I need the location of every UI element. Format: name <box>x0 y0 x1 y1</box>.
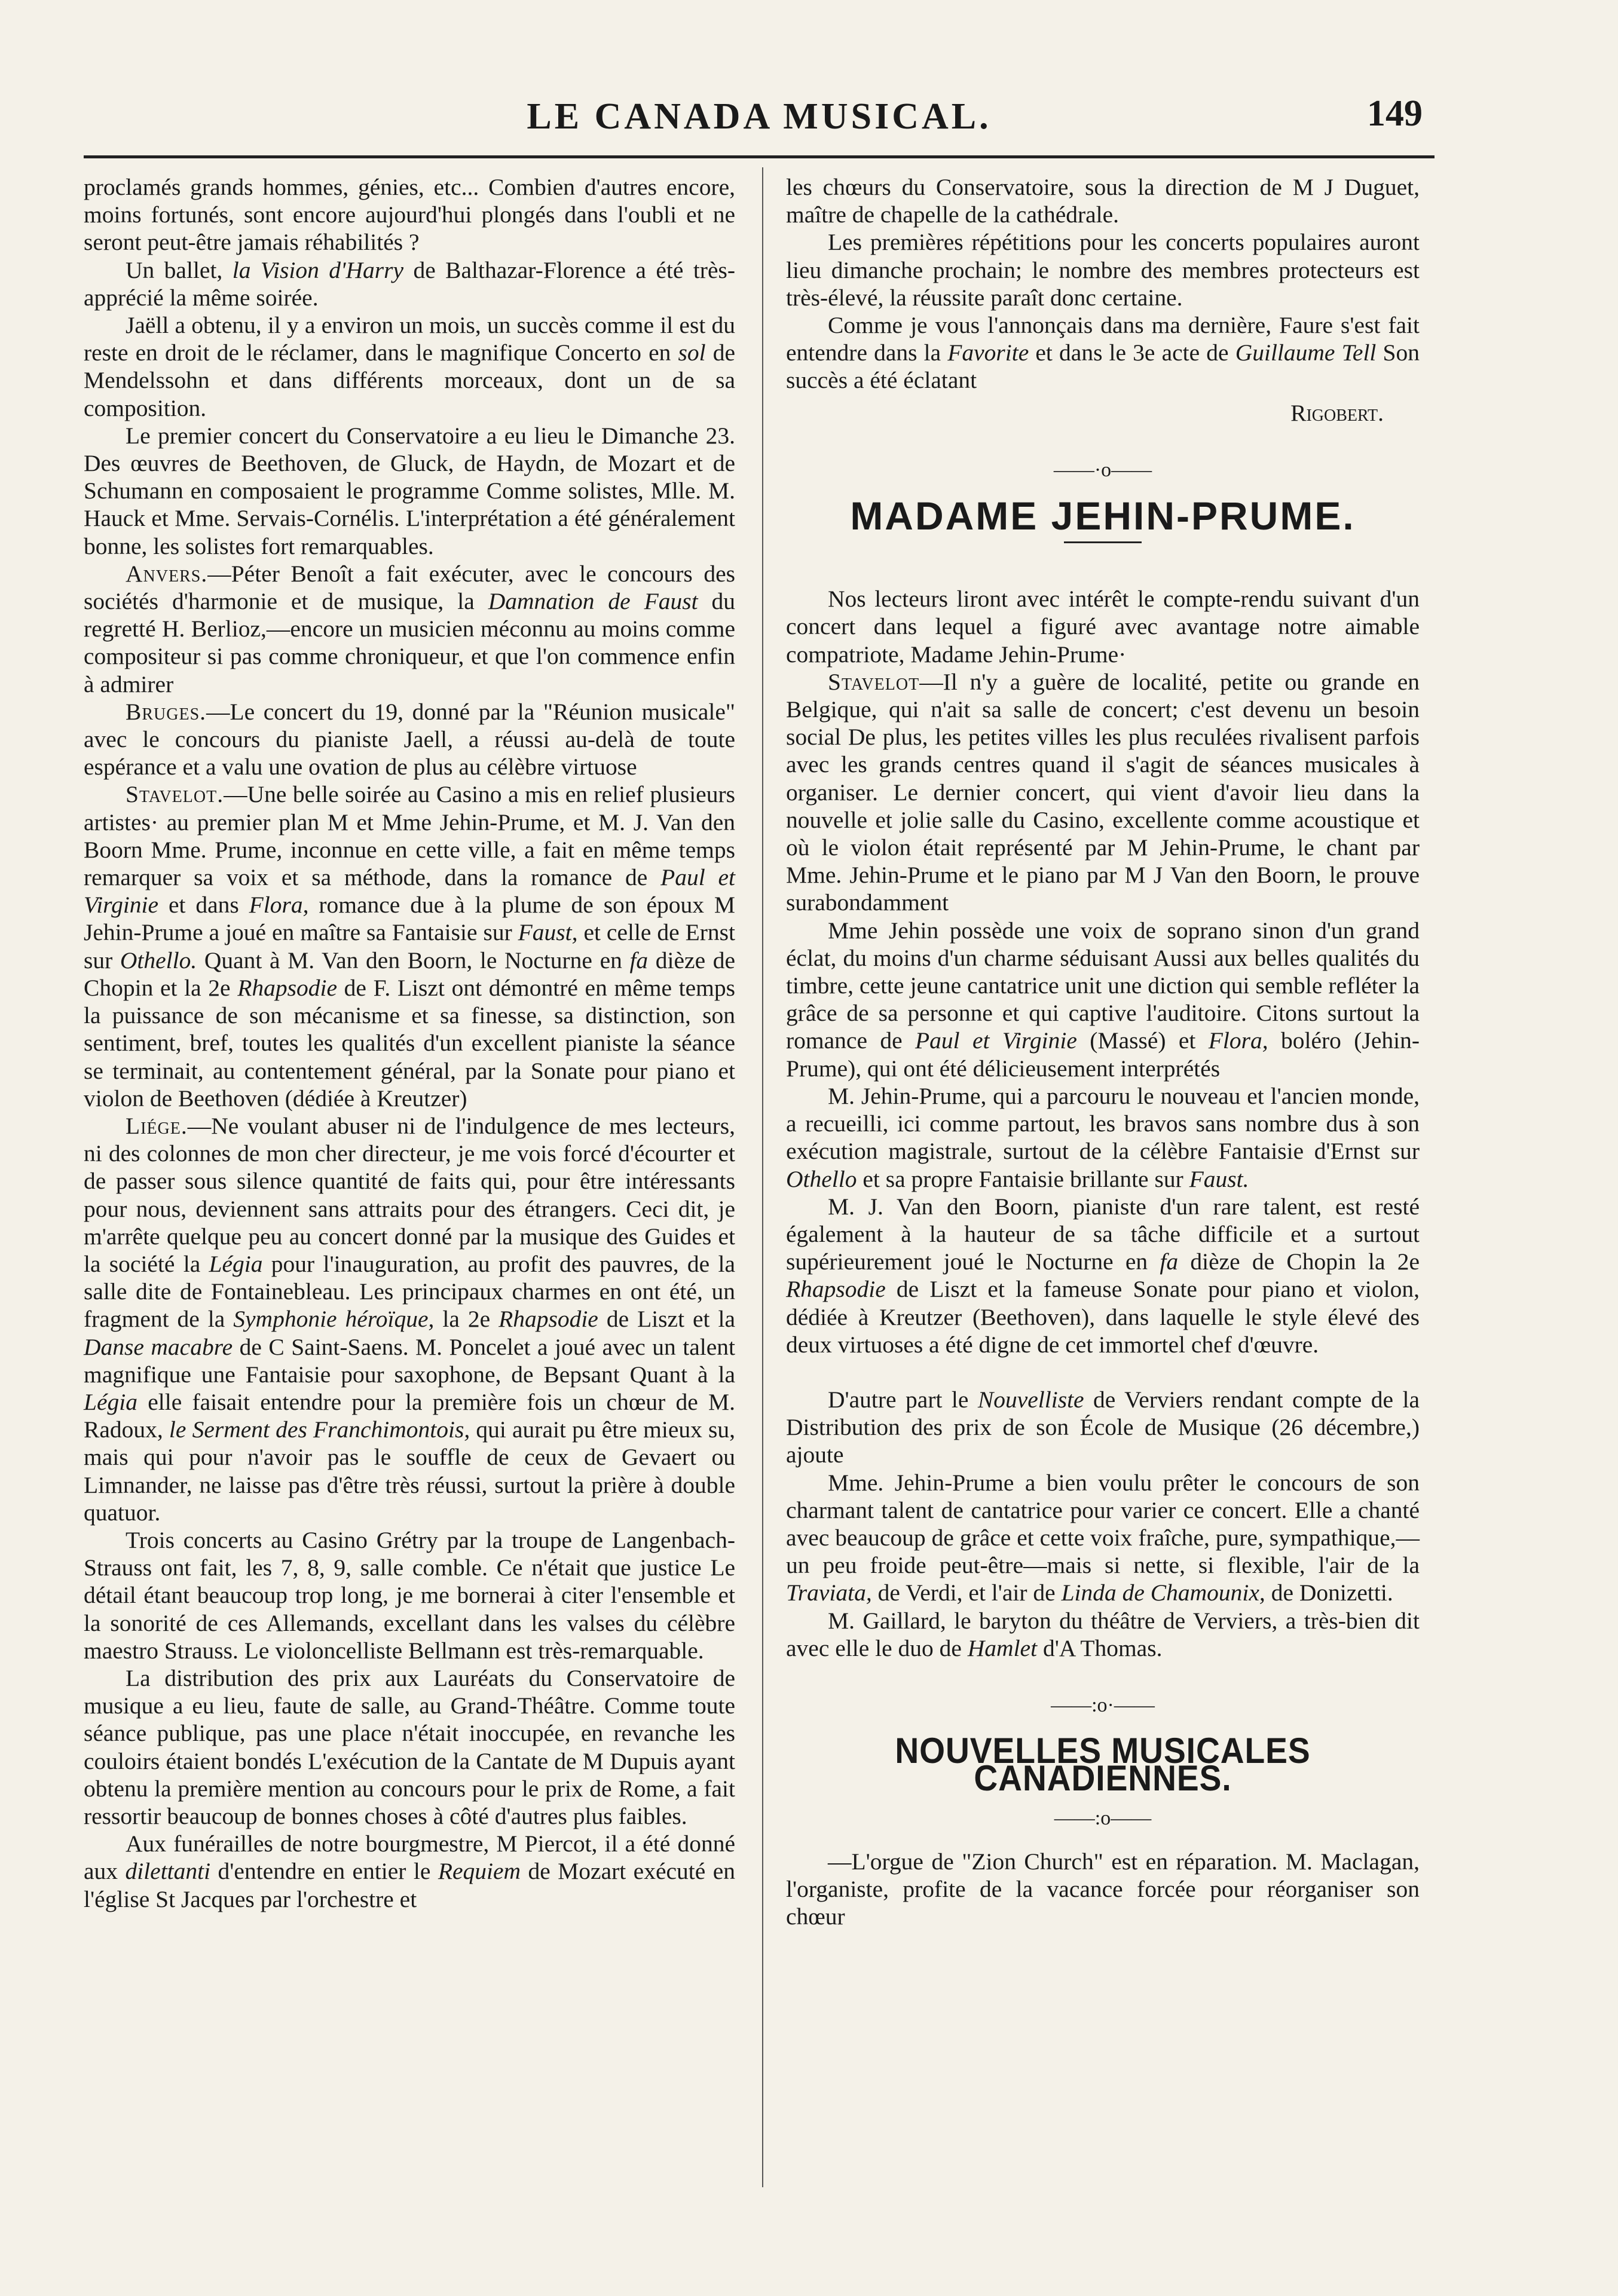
italic-text: dilettanti <box>125 1858 211 1885</box>
italic-text: Rhapsodie <box>237 974 338 1001</box>
text-run: de Liszt et la <box>598 1306 735 1333</box>
paragraph <box>84 1830 735 1913</box>
paragraph <box>786 311 1420 394</box>
city-heading: Stavelot. <box>126 781 224 808</box>
italic-text: Linda de Chamounix, <box>1061 1579 1265 1606</box>
title-rule <box>1064 541 1142 543</box>
text-run: la 2e <box>434 1306 499 1333</box>
paragraph: les chœurs du Conservatoire, sous la direction de M J Duguet, maître de chapelle de la cathédrale. <box>786 174 1420 228</box>
italic-text: Flora, <box>249 892 309 919</box>
paragraph <box>786 1386 1420 1469</box>
text-run: romance due à la plume de son époux M Jehin-Prume a joué en maître sa Fantaisie sur <box>84 892 735 946</box>
left-column <box>84 173 735 1913</box>
article-nouvelles <box>786 1848 1420 1931</box>
italic-text: Légia <box>84 1388 137 1415</box>
paragraph <box>84 1112 735 1526</box>
text-run: et dans le 3e acte de <box>1029 339 1235 366</box>
paragraph <box>84 780 735 1112</box>
text-run: —Ne voulant abuser ni de l'indulgence de mes lecteurs, ni des colonnes de mon cher directeur, je me vois forcé d'écourter et de passer sous silence quantité de faits qui, pour être intéressants pour nous, deviennent sans attraits pour des étrangers. Ceci dit, je m'arrête quelque peu au concert donné par la musique des Guides et la société la <box>84 1112 735 1277</box>
section-title-nouvelles: NOUVELLES MUSICALES CANADIENNES. <box>895 1731 1311 1799</box>
text-run: de Donizetti. <box>1265 1579 1393 1606</box>
text-run: (Massé) et <box>1076 1027 1209 1054</box>
italic-text: Damnation de Faust <box>488 588 698 615</box>
paragraph <box>786 1082 1420 1193</box>
text-run: de Verviers rendant compte de la Distribution des prix de son École de Musique (26 décembre,) ajoute <box>786 1386 1420 1468</box>
italic-text: Danse macabre <box>84 1333 233 1360</box>
paragraph <box>84 256 735 311</box>
text-run: et sa propre Fantaisie brillante sur <box>857 1165 1189 1192</box>
paragraph <box>786 1607 1420 1662</box>
paragraph: Les premières répétitions pour les concerts populaires auront lieu dimanche prochain; le nombre des membres protecteurs est très-élevé, la réussite paraît donc certaine. <box>786 229 1420 311</box>
page-header <box>84 84 1435 149</box>
italic-text: Nouvelliste <box>977 1386 1084 1413</box>
ornament-divider: ——·o—— <box>1053 458 1152 481</box>
right-column <box>786 173 1420 1930</box>
text-run: d'entendre en entier le <box>210 1858 438 1885</box>
italic-text: Paul et Virginie <box>915 1027 1077 1054</box>
italic-text: Traviata, <box>786 1579 872 1606</box>
text-run: —Il n'y a guère de localité, petite ou grande en Belgique, qui n'ait sa salle de concert; c'est devenu un besoin social De plus, les petites villes les plus reculées rivalisent parfois avec les grands centres quand il s'agit de séances musicales à organiser. Le dernier concert, qui vient d'avoir lieu dans la nouvelle et jolie salle du Casino, excellente comme acoustique et où le violon était représenté par M Jehin-Prume, le chant par Mme. Jehin-Prume et le piano par M J Van den Boorn, le prouve surabondamment <box>786 668 1420 916</box>
text-run: de C Saint-Saens. M. Poncelet a joué avec un talent magnifique une Fantaisie pour saxophone, de Bepsant Quant à la <box>84 1333 735 1388</box>
text-run: M. Gaillard, le baryton du théâtre de Verviers, a très-bien dit avec elle le duo de <box>786 1607 1420 1661</box>
text-run: pour l'inauguration, au profit des pauvres, de la salle dite de Fontainebleau. Les principaux charmes en ont été, un fragment de la <box>84 1250 735 1333</box>
italic-text: Hamlet <box>967 1634 1038 1661</box>
italic-text: Flora, <box>1208 1027 1268 1054</box>
text-run: Son succès a été éclatant <box>786 339 1420 394</box>
paragraph <box>786 917 1420 1082</box>
paragraph <box>786 1193 1420 1358</box>
page-number: 149 <box>1367 93 1423 134</box>
text-run: qui aurait pu être mieux su, mais qui pour n'avoir pas le souffle de ceux de Gevaert ou Limnander, ne laisse pas d'être très réussi, surtout la prière à double quatuor. <box>84 1416 736 1526</box>
ornament-divider: ——:o—— <box>1054 1807 1152 1829</box>
article-jehin-prume <box>786 585 1420 1662</box>
paragraph <box>84 560 735 698</box>
text-run: —Le concert du 19, donné par la "Réunion musicale" avec le concours du pianiste Jaell, a réussi au-delà de toute espérance et a valu une ovation de plus au célèbre virtuose <box>84 698 735 780</box>
header-rule <box>84 155 1435 158</box>
city-heading: Liége. <box>126 1112 188 1139</box>
italic-text: fa <box>629 947 649 973</box>
text-run: dièze de Chopin et la 2e <box>84 947 735 1001</box>
city-heading: Stavelot <box>828 668 920 695</box>
italic-text: Rhapsodie <box>786 1276 886 1303</box>
italic-text: Faust. <box>1189 1165 1249 1192</box>
text-run: D'autre part le <box>828 1386 978 1413</box>
right-column-intro <box>786 173 1420 394</box>
italic-text: Favorite <box>947 339 1029 366</box>
text-run: du regretté H. Berlioz,—encore un musicien méconnu au moins comme compositeur si pas comme chroniqueur, et que l'on commence enfin à admirer <box>84 588 735 697</box>
text-run: Aux funérailles de notre bourgmestre, M Piercot, il a été donné aux <box>84 1830 735 1885</box>
text-run: dièze de Chopin la 2e <box>1178 1248 1420 1275</box>
text-run: Jaëll a obtenu, il y a environ un mois, un succès comme il est du reste en droit de le réclamer, dans le magnifique Concerto en <box>84 312 735 366</box>
paragraph: La distribution des prix aux Lauréats du Conservatoire de musique a eu lieu, faute de salle, au Grand-Théâtre. Comme toute séance publique, pas une place n'était inoccupée, en revanche les couloirs étaient bondés L'exécution de la Cantate de M Dupuis ayant obtenu la première mention au concours pour le prix de Rome, a fait ressortir beaucoup de bonnes choses à côté d'autres plus faibles. <box>84 1664 735 1829</box>
text-run: Comme je vous l'annonçais dans ma dernière, Faure s'est fait entendre dans la <box>786 312 1420 366</box>
italic-text: Othello. <box>120 947 197 973</box>
signature: Rigobert. <box>1290 399 1384 426</box>
ornament-divider: ——:o·—— <box>1051 1694 1155 1716</box>
italic-text: Rhapsodie <box>498 1306 598 1333</box>
text-run: de Mendelssohn et dans différents morceaux, dont un de sa composition. <box>84 339 735 421</box>
italic-text: Paul et Virginie <box>84 864 736 919</box>
city-heading: Bruges. <box>126 698 207 725</box>
text-run: et dans <box>158 892 249 919</box>
text-run: de Liszt et la fameuse Sonate pour piano et violon, dédiée à Kreutzer (Beethoven), dans laquelle le style élevé des deux virtuoses a été digne de cet immortel chef d'œuvre. <box>786 1276 1420 1358</box>
italic-text: le Serment des Franchimontois, <box>169 1416 470 1443</box>
paragraph: Le premier concert du Conservatoire a eu lieu le Dimanche 23. Des œuvres de Beethoven, de Gluck, de Haydn, de Mozart et de Schumann en composaient le programme Comme solistes, Mlle. M. Hauck et Mme. Servais-Cornélis. L'interprétation a été généralement bonne, les solistes fort remarquables. <box>84 422 735 559</box>
text-run: Mme. Jehin-Prume a bien voulu prêter le concours de son charmant talent de cantatrice pour varier ce concert. Elle a chanté avec beaucoup de grâce et cette voix fraîche, pure, sympathique,—un peu froide peut-être—mais si nette, si flexible, l'air de la <box>786 1469 1420 1579</box>
text-run: M. Jehin-Prume, qui a parcouru le nouveau et l'ancien monde, a recueilli, ici comme partout, les bravos sans nombre dus à son exécution magistrale, surtout de la célèbre Fantaisie d'Ernst sur <box>786 1082 1420 1165</box>
text-run: M. J. Van den Boorn, pianiste d'un rare talent, est resté également à la hauteur de sa tâche difficile et a surtout supérieurement joué le Nocturne en <box>786 1193 1420 1275</box>
paragraph <box>786 668 1420 917</box>
paragraph: —L'orgue de "Zion Church" est en réparation. M. Maclagan, l'organiste, profite de la vacance forcée pour réorganiser son chœur <box>786 1848 1420 1930</box>
italic-text: Othello <box>786 1165 857 1192</box>
paragraph <box>84 311 735 422</box>
text-run: d'A Thomas. <box>1037 1634 1163 1661</box>
text-run: de Verdi, et l'air de <box>871 1579 1062 1606</box>
text-run: boléro (Jehin-Prume), qui ont été délicieusement interprétés <box>786 1027 1420 1082</box>
text-run: Mme Jehin possède une voix de soprano sinon d'un grand éclat, du moins d'un charme séduisant Aussi aux belles qualités du timbre, cette jeune cantatrice unit une diction qui semble refléter la grâce de sa personne et qui captive l'auditoire. Citons surtout la romance de <box>786 917 1420 1054</box>
paragraph <box>786 1469 1420 1607</box>
paragraph: Nos lecteurs liront avec intérêt le compte-rendu suivant d'un concert dans lequel a figuré avec avantage notre aimable compatriote, Madame Jehin-Prume· <box>786 586 1420 668</box>
italic-text: Légia <box>209 1250 263 1277</box>
italic-text: Faust, <box>518 919 578 946</box>
italic-text: Requiem <box>438 1858 521 1885</box>
newspaper-page <box>84 72 1435 2247</box>
paragraph-gap <box>786 1358 1420 1386</box>
italic-text: Symphonie héroïque, <box>233 1306 435 1333</box>
column-divider <box>762 167 763 2187</box>
paragraph <box>84 698 735 781</box>
text-run: de Mozart exécuté en l'église St Jacques par l'orchestre et <box>84 1858 735 1912</box>
text-run: —Péter Benoît a fait exécuter, avec le concours des sociétés d'harmonie et de musique, la <box>84 560 735 615</box>
journal-title: LE CANADA MUSICAL. <box>527 96 992 137</box>
italic-text: Guillaume Tell <box>1235 339 1377 366</box>
italic-text: fa <box>1160 1248 1179 1275</box>
text-run: Un ballet, <box>126 256 233 283</box>
city-heading: Anvers. <box>126 560 208 587</box>
section-title-jehin-prume: MADAME JEHIN-PRUME. <box>850 494 1356 538</box>
text-run: Quant à M. Van den Boorn, le Nocturne en <box>197 947 630 973</box>
italic-text: la Vision d'Harry <box>232 256 404 283</box>
text-run: elle faisait entendre pour la première fois un chœur de M. Radoux, <box>84 1388 735 1443</box>
text-run: de Balthazar-Florence a été très-apprécié la même soirée. <box>84 256 735 311</box>
text-run: —Une belle soirée au Casino a mis en relief plusieurs artistes· au premier plan M et Mme Jehin-Prume, et M. J. Van den Boorn Mme. Prume, inconnue en cette ville, a fait en même temps remarquer sa voix et sa méthode, dans la romance de <box>84 781 735 891</box>
text-run: et celle de Ernst sur <box>84 919 735 973</box>
paragraph: proclamés grands hommes, génies, etc... Combien d'autres encore, moins fortunés, sont encore aujourd'hui plongés dans l'oubli et ne seront peut-être jamais réhabilités ? <box>84 174 735 256</box>
italic-text: sol <box>678 339 706 366</box>
text-run: de F. Liszt ont démontré en même temps la puissance de son mécanisme et sa finesse, sa distinction, son sentiment, bref, toutes les qualités d'un excellent pianiste la séance se terminait, au contentement général, par la Sonate pour piano et violon de Beethoven (dédiée à Kreutzer) <box>84 974 735 1112</box>
paragraph: Trois concerts au Casino Grétry par la troupe de Langenbach-Strauss ont fait, les 7, 8, 9, salle comble. Ce n'était que justice Le détail étant beaucoup trop long, je me bornerai à citer l'ensemble et la sonorité de ces Allemands, excellant dans les valses du célèbre maestro Strauss. Le violoncelliste Bellmann est très-remarquable. <box>84 1526 735 1664</box>
